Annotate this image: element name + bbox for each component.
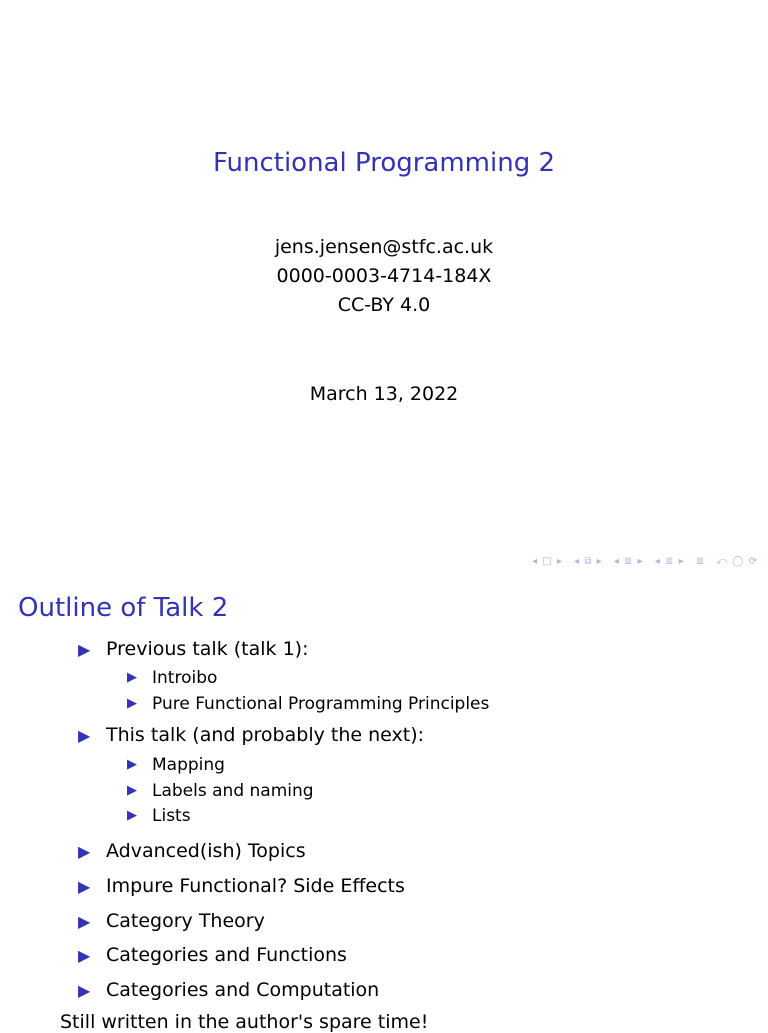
- footer-note: Still written in the author's spare time!: [60, 1011, 429, 1033]
- subsection-nav-icon-2[interactable]: ◂ ≣ ▸: [654, 556, 685, 567]
- search-icon[interactable]: ⤺ ◯ ⟳: [716, 556, 758, 567]
- sub-list-item: ▶ Introibo: [127, 668, 218, 688]
- triangle-bullet-icon: ▶: [127, 757, 137, 772]
- sub-list-item: ▶ Lists: [127, 806, 191, 826]
- frame-nav-icon[interactable]: ◂ □ ▸: [532, 556, 563, 567]
- author-orcid: 0000-0003-4714-184X: [276, 265, 492, 287]
- triangle-bullet-icon: ▶: [78, 946, 91, 965]
- sub-list-item: ▶ Mapping: [127, 755, 225, 775]
- triangle-bullet-icon: ▶: [127, 808, 137, 823]
- triangle-bullet-icon: ▶: [78, 640, 91, 659]
- list-item: ▶ Impure Functional? Side Effects: [78, 875, 405, 897]
- list-item: ▶ Categories and Functions: [78, 944, 347, 966]
- section-nav-icon[interactable]: ◂ ≣ ▸: [613, 556, 644, 567]
- sub-list-item: ▶ Pure Functional Programming Principles: [127, 694, 490, 714]
- toc-icon[interactable]: ≣: [695, 556, 706, 567]
- list-item: ▶ Categories and Computation: [78, 979, 380, 1001]
- triangle-bullet-icon: ▶: [78, 842, 91, 861]
- presentation-date: March 13, 2022: [309, 383, 459, 405]
- list-item: ▶ This talk (and probably the next):: [78, 724, 425, 746]
- author-email: jens.jensen@stfc.ac.uk: [274, 236, 494, 258]
- sub-list-item: ▶ Labels and naming: [127, 781, 314, 801]
- slide-title: Outline of Talk 2: [18, 593, 229, 623]
- triangle-bullet-icon: ▶: [78, 877, 91, 896]
- triangle-bullet-icon: ▶: [127, 670, 137, 685]
- beamer-navigation: [525, 556, 758, 567]
- list-item: ▶ Advanced(ish) Topics: [78, 840, 306, 862]
- list-item: ▶ Category Theory: [78, 910, 265, 932]
- triangle-bullet-icon: ▶: [78, 726, 91, 745]
- presentation-title: Functional Programming 2: [212, 148, 556, 178]
- list-item: ▶ Previous talk (talk 1):: [78, 638, 309, 660]
- subsection-nav-icon[interactable]: ◂ ⧉ ▸: [574, 556, 603, 567]
- triangle-bullet-icon: ▶: [127, 783, 137, 798]
- triangle-bullet-icon: ▶: [78, 981, 91, 1000]
- license: CC-BY 4.0: [337, 294, 431, 316]
- triangle-bullet-icon: ▶: [78, 912, 91, 931]
- triangle-bullet-icon: ▶: [127, 696, 137, 711]
